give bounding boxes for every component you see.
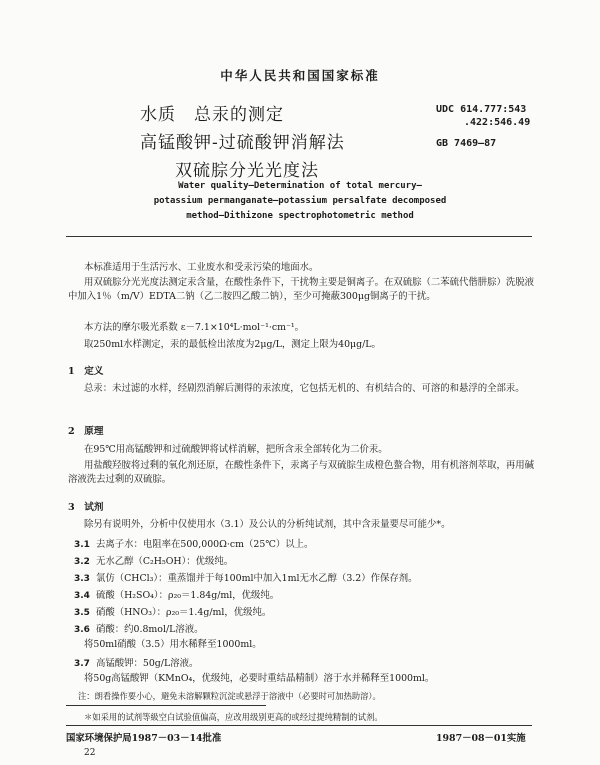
title-line-1: 水质 总汞的测定 <box>140 105 284 125</box>
udc-code-line-2: .422:546.49 <box>464 117 531 128</box>
intro-paragraph-3: 本方法的摩尔吸光系数 ε－7.1×10⁴L·mol⁻¹·cm⁻¹。 <box>84 322 305 333</box>
intro-paragraph-1: 本标准适用于生活污水、工业废水和受汞污染的地面水。 <box>84 262 319 273</box>
reagent-item: 3.1 去离子水：电阻率在500,000Ω·cm（25℃）以上。 <box>74 539 314 550</box>
english-title-line-2: potassium permanganate—potassium persalfate decomposed <box>153 196 447 206</box>
standard-name: 中华人民共和国国家标准 <box>220 68 380 83</box>
reagent-item: 3.2 无水乙醇（C₂H₅OH）：优级纯。 <box>74 556 234 567</box>
issuer-approval: 国家环境保护局1987－03－14批准 <box>66 733 222 744</box>
footer-divider <box>66 725 532 726</box>
english-title-line-1: Water quality—Determination of total mercury— <box>178 181 422 191</box>
reagent-item: 3.7 高锰酸钾：50g/L溶液。 <box>74 658 199 669</box>
udc-code-line-1: UDC 614.777:543 <box>436 104 527 115</box>
reagent-item: 3.3 氯仿（CHCl₃）：重蒸馏并于每100ml中加入1ml无水乙醇（3.2）作保存剂。 <box>74 573 418 584</box>
intro-paragraph-4: 取250ml水样测定，汞的最低检出浓度为2μg/L，测定上限为40μg/L。 <box>84 339 381 350</box>
footnote-divider <box>66 705 266 706</box>
english-title-line-3: method—Dithizone spectrophotometric method <box>186 211 414 221</box>
effective-date: 1987－08－01实施 <box>436 733 526 744</box>
header-divider <box>66 236 532 237</box>
reagent-note: 注：朗看操作要小心，避免未溶解颗粒沉淀或悬浮于溶液中（必要时可加热助溶）。 <box>78 691 381 701</box>
section-2-paragraph-1: 在95℃用高锰酸钾和过硫酸钾将试样消解，把所含汞全部转化为二价汞。 <box>84 444 388 455</box>
section-3-intro: 除另有说明外，分析中仅使用水（3.1）及公认的分析纯试剂，其中含汞量要尽可能少*。 <box>84 519 451 530</box>
reagent-3-7-preparation: 将50g高锰酸钾（KMnO₄，优级纯，必要时重结晶精制）溶于水并稀释至1000ml。 <box>84 673 435 684</box>
gb-number: GB 7469—87 <box>436 138 497 149</box>
reagent-item: 3.6 硝酸：约0.8mol/L溶液。 <box>74 624 204 635</box>
intro-paragraph-2: 用双硫腙分光光度法测定汞含量，在酸性条件下，干扰物主要是铜离子。在双硫腙（二苯硫代偕肼腙）洗脱液中加入1％（m/V）EDTA二钠（乙二胺四乙酸二钠），至少可掩蔽300μg铜离子的干扰。 <box>68 277 535 302</box>
section-1-heading: 1 定义 <box>68 366 104 377</box>
section-1-text: 总汞：未过滤的水样，经剧烈消解后测得的汞浓度，它包括无机的、有机结合的、可溶的和悬浮的全部汞。 <box>84 383 525 394</box>
reagent-3-6-preparation: 将50ml硝酸（3.5）用水稀释至1000ml。 <box>84 639 262 650</box>
footnote: ＊如采用的试剂等級空白试验值偏高，应改用级别更高的或经过提纯精制的试剂。 <box>84 712 383 722</box>
page-number: 22 <box>84 748 96 758</box>
title-line-2: 高锰酸钾-过硫酸钾消解法 <box>140 133 345 153</box>
title-line-3: 双硫腙分光光度法 <box>175 161 319 181</box>
section-2-heading: 2 原理 <box>68 426 104 437</box>
reagent-item: 3.5 硝酸（HNO₃）：ρ₂₀＝1.4g/ml，优级纯。 <box>74 607 272 618</box>
reagent-item: 3.4 硫酸（H₂SO₄）：ρ₂₀＝1.84g/ml，优级纯。 <box>74 590 280 601</box>
section-3-heading: 3 试剂 <box>68 502 104 513</box>
section-2-paragraph-2: 用盐酸羟胺将过剩的氧化剂还原，在酸性条件下，汞离子与双硫腙生成橙色螯合物，用有机溶剂萃取，再用碱溶液洗去过剩的双硫腙。 <box>68 460 535 485</box>
